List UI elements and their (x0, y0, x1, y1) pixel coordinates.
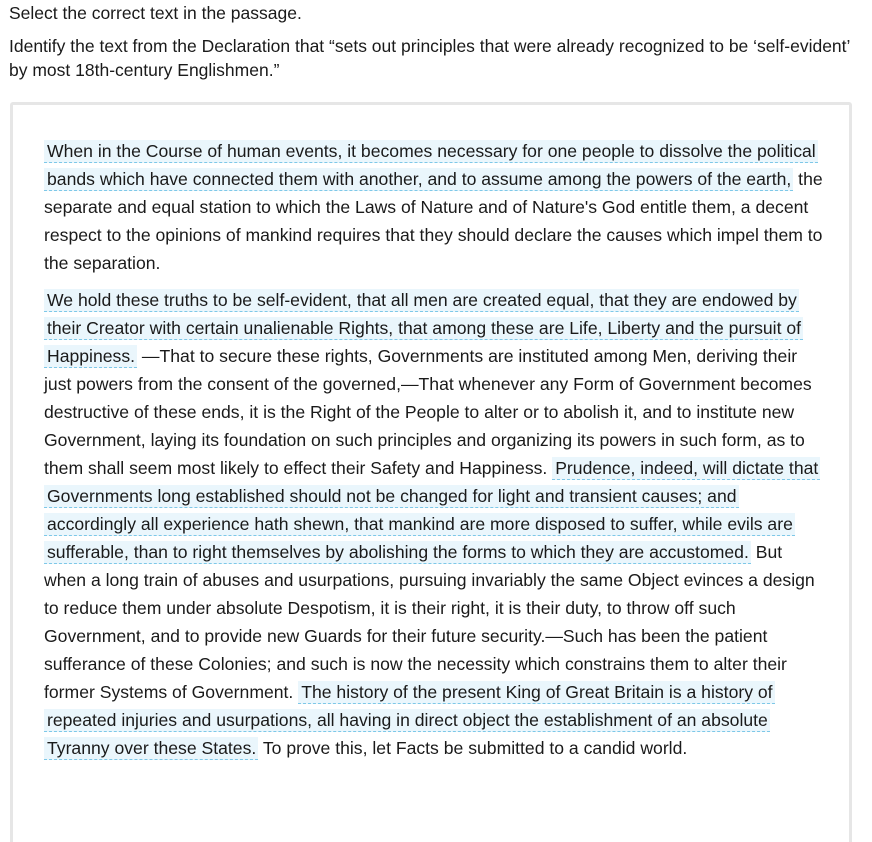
selectable-text-option-2[interactable]: We hold these truths to be self-evident, that all men are created equal, that they are endowed by their Creator with certain unalienable Rights, that among these are Life, Liberty and the pursuit of Happiness. (44, 289, 803, 368)
selectable-text-option-4[interactable]: The history of the present King of Great Britain is a history of repeated injuries and usurpations, all having in direct object the establishment of an absolute Tyranny over these States. (44, 681, 775, 760)
selectable-text-option-3[interactable]: Prudence, indeed, will dictate that Governments long established should not be changed for light and transient causes; and accordingly all experience hath shewn, that mankind are more disposed to suffer, while evils are sufferable, than to right themselves by abolishing the forms to which they are accustomed. (44, 457, 820, 564)
passage (44, 137, 828, 771)
question-prompt: Identify the text from the Declaration that “sets out principles that were already recognized to be ‘self-evident’ by most 18th-century Englishmen.” (9, 36, 850, 80)
instruction-text: Select the correct text in the passage. (9, 3, 302, 23)
passage-text: To prove this, let Facts be submitted to a candid world. (258, 738, 688, 758)
passage-paragraph-2 (44, 286, 828, 762)
selectable-text-option-1[interactable]: When in the Course of human events, it becomes necessary for one people to dissolve the political bands which have connected them with another, and to assume among the powers of the earth, (44, 140, 818, 191)
passage-text: But when a long train of abuses and usurpations, pursuing invariably the same Object evinces a design to reduce them under absolute Despotism, it is their right, it is their duty, to throw off such Government, and to provide new Guards for their future security.—Such has been the patient sufferance of these Colonies; and such is now the necessity which constrains them to alter their former Systems of Government. (44, 542, 815, 702)
passage-paragraph-1 (44, 137, 828, 277)
passage-text: the separate and equal station to which the Laws of Nature and of Nature's God entitle them, a decent respect to the opinions of mankind requires that they should declare the causes which impel them to the separation. (44, 169, 823, 273)
passage-text: —That to secure these rights, Governments are instituted among Men, deriving their just powers from the consent of the governed,—That whenever any Form of Government becomes destructive of these ends, it is the Right of the People to alter or to abolish it, and to institute new Government, laying its foundation on such principles and organizing its powers in such form, as to them shall seem most likely to effect their Safety and Happiness. (44, 346, 812, 478)
